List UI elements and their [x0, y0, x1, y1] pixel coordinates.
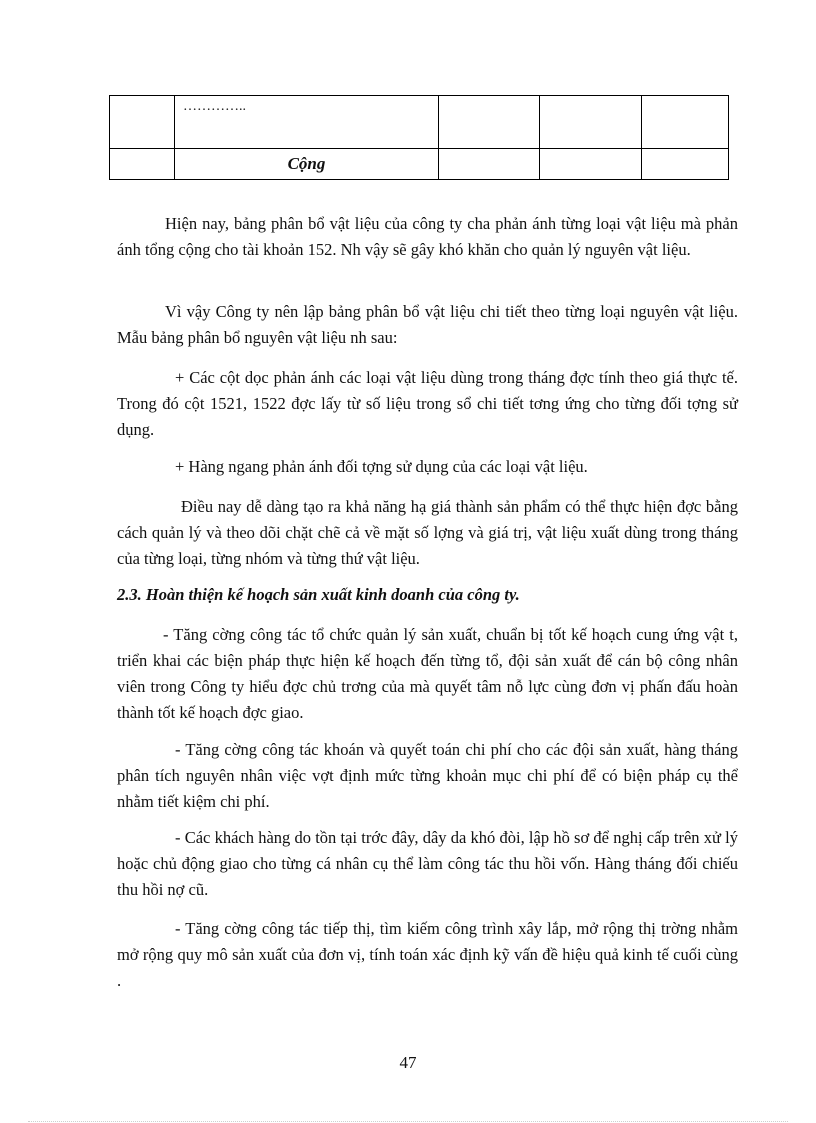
table-cell [642, 96, 729, 149]
table-row [110, 96, 729, 149]
paragraph: - Tăng cờng công tác tổ chức quản lý sản xuất, chuẩn bị tốt kế hoạch cung ứng vật t, triển khai các biện pháp thực hiện kế hoạch đến từng tổ, đội sản xuất để cán bộ công nhân viên trong Công ty hiểu đợc chủ trơng của mà quyết tâm nỗ lực cùng đơn vị phấn đấu hoàn thành tốt kế hoạch đợc giao. [117, 625, 738, 722]
paragraph: - Tăng cờng công tác khoán và quyết toán chi phí cho các đội sản xuất, hàng tháng phân tích nguyên nhân việc vợt định mức từng khoản mục chi phí để có biện pháp cụ thể nhằm tiết kiệm chi phí. [117, 740, 738, 811]
paragraph: Hiện nay, bảng phân bổ vật liệu của công ty cha phản ánh từng loại vật liệu mà phản ánh tổng cộng cho tài khoản 152. Nh vậy sẽ gây khó khăn cho quản lý nguyên vật liệu. [117, 214, 738, 259]
paragraph: - Các khách hàng do tồn tại trớc đây, dây da khó đòi, lập hồ sơ để nghị cấp trên xử lý hoặc chủ động giao cho từng cá nhân cụ thể làm công tác thu hồi vốn. Hàng tháng đối chiếu thu hồi nợ cũ. [117, 828, 738, 899]
ellipsis-placeholder: ………….. [183, 99, 246, 114]
table-row [110, 149, 729, 180]
table-cell [540, 149, 642, 180]
section-heading: 2.3. Hoàn thiện kế hoạch sản xuất kinh doanh của công ty. [117, 585, 520, 604]
page-number: 47 [399, 1053, 417, 1072]
total-label: Cộng [175, 149, 439, 180]
paragraph: - Tăng cờng công tác tiếp thị, tìm kiếm công trình xây lắp, mở rộng thị trờng nhằm mở rộng quy mô sản xuất của đơn vị, tính toán xác định kỹ vấn đề hiệu quả kinh tế cuối cùng . [117, 919, 738, 990]
table-cell [110, 149, 175, 180]
table-cell [175, 96, 439, 149]
allocation-table-fragment [109, 95, 729, 180]
table-cell [439, 96, 540, 149]
table-cell [110, 96, 175, 149]
paragraph: Vì vậy Công ty nên lập bảng phân bổ vật liệu chi tiết theo từng loại nguyên vật liệu. Mẫu bảng phân bổ nguyên vật liệu nh sau: [117, 302, 738, 347]
paragraph: + Các cột dọc phản ánh các loại vật liệu dùng trong tháng đợc tính theo giá thực tế. Trong đó cột 1521, 1522 đợc lấy từ số liệu trong sổ chi tiết tơng ứng cho từng đối tợng sử dụng. [117, 368, 738, 439]
page-edge-divider [28, 1121, 788, 1122]
table-cell [540, 96, 642, 149]
table-cell [439, 149, 540, 180]
table-cell [642, 149, 729, 180]
paragraph: + Hàng ngang phản ánh đối tợng sử dụng của các loại vật liệu. [175, 457, 588, 476]
paragraph: Điều nay dễ dàng tạo ra khả năng hạ giá thành sản phẩm có thể thực hiện đợc bằng cách quản lý và theo dõi chặt chẽ cả về mặt số lợng và giá trị, vật liệu xuất dùng trong tháng của từng loại, từng nhóm và từng thứ vật liệu. [117, 497, 738, 568]
